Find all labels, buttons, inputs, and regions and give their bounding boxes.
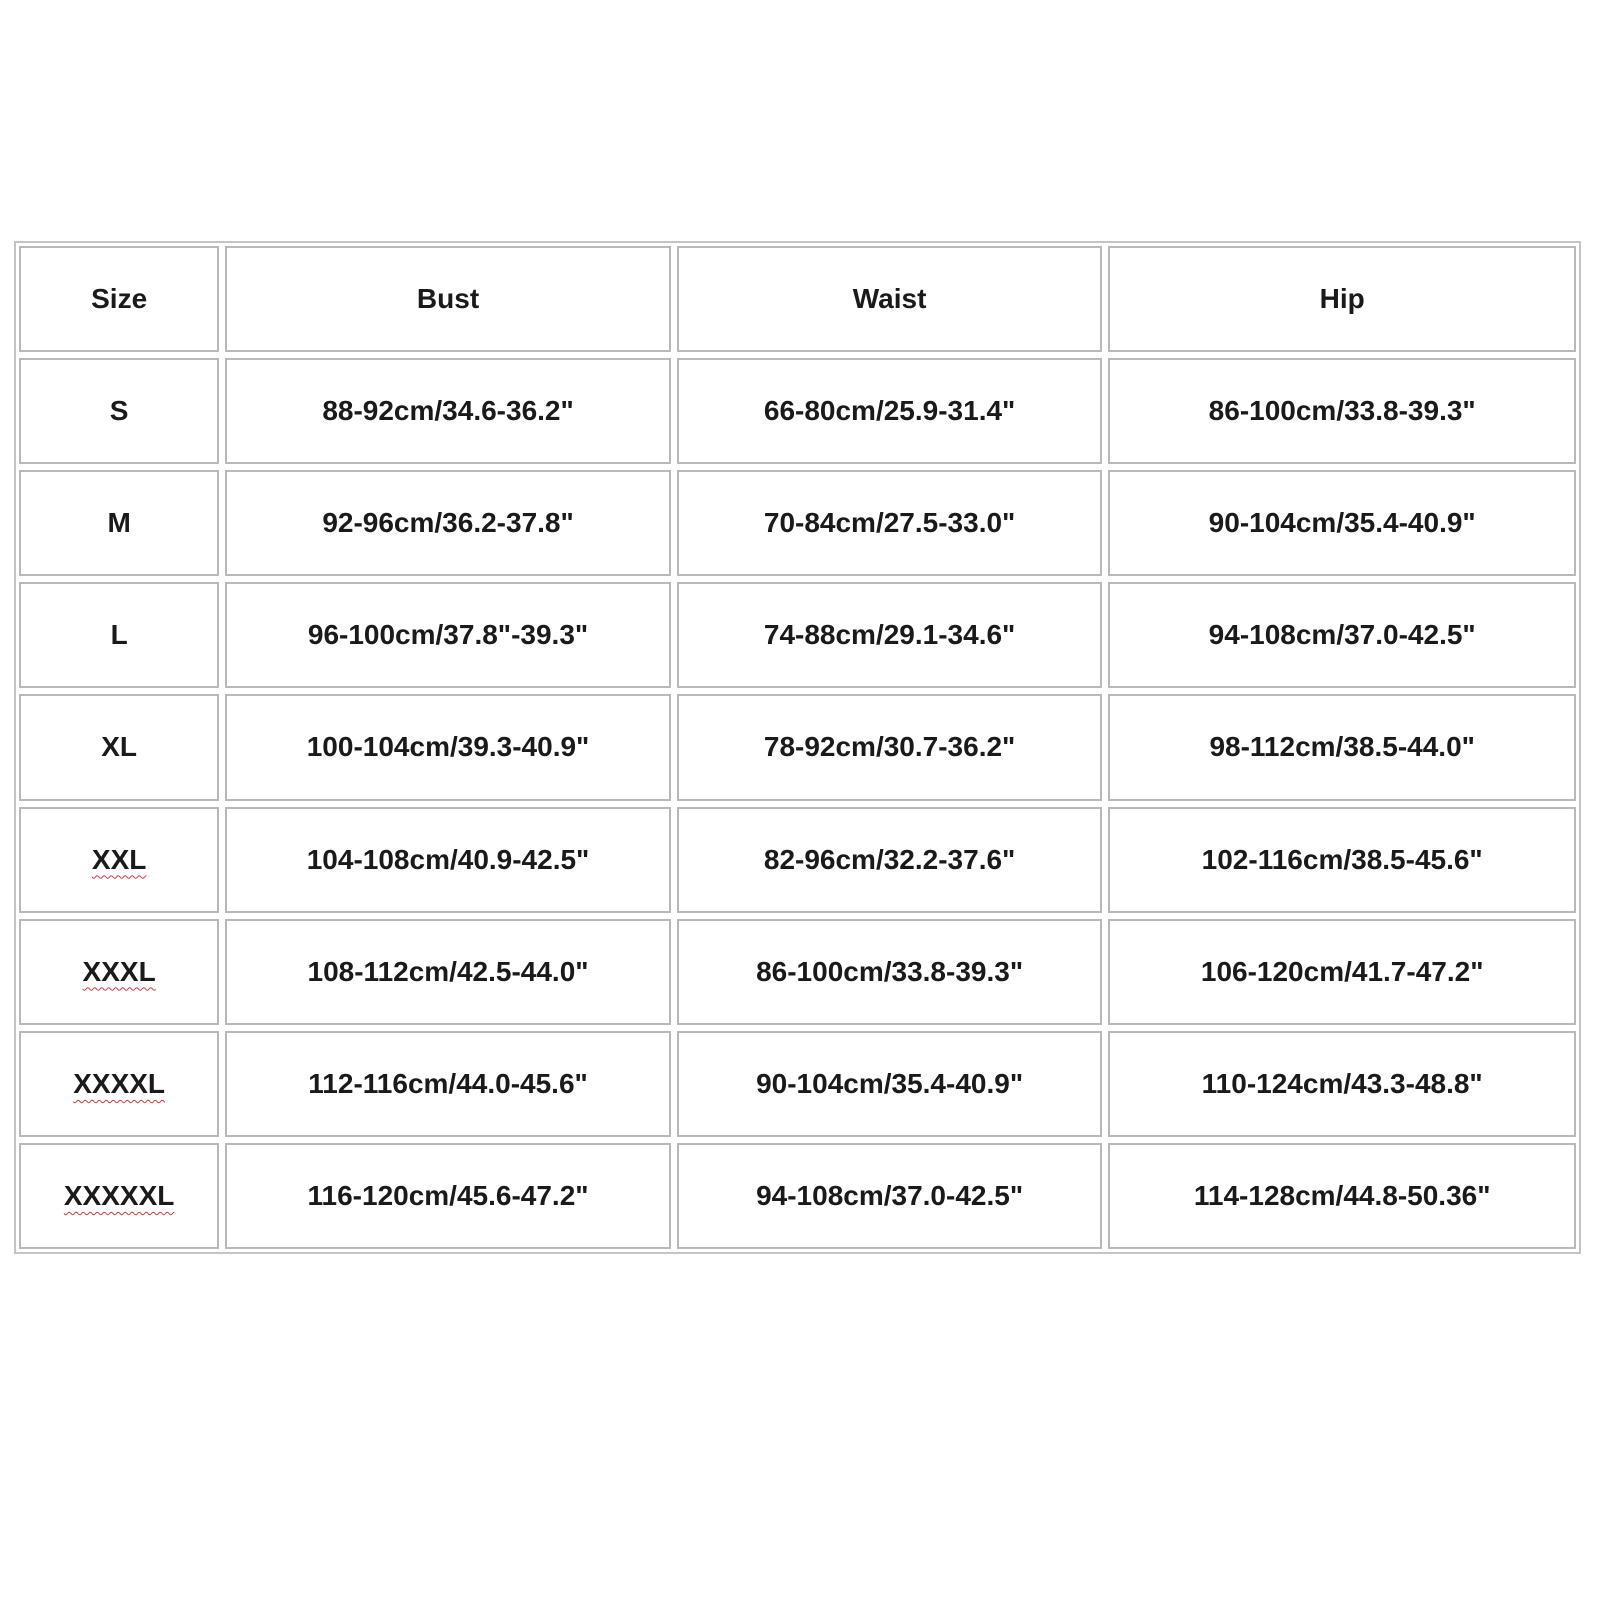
- size-label: XXL: [91, 843, 147, 875]
- waist-cell: 82-96cm/32.2-37.6": [677, 807, 1103, 913]
- size-label: XXXXL: [73, 1067, 166, 1099]
- size-cell: XL: [19, 694, 219, 800]
- waist-cell: 70-84cm/27.5-33.0": [677, 470, 1103, 576]
- bust-cell: 88-92cm/34.6-36.2": [225, 358, 671, 464]
- size-cell: S: [19, 358, 219, 464]
- hip-cell: 94-108cm/37.0-42.5": [1108, 582, 1576, 688]
- table-row: [19, 1031, 1576, 1137]
- header-size: Size: [19, 246, 219, 352]
- hip-cell: 102-116cm/38.5-45.6": [1108, 807, 1576, 913]
- header-waist: Waist: [677, 246, 1103, 352]
- table-row: [19, 807, 1576, 913]
- table-row: [19, 582, 1576, 688]
- bust-cell: 92-96cm/36.2-37.8": [225, 470, 671, 576]
- hip-cell: 106-120cm/41.7-47.2": [1108, 919, 1576, 1025]
- size-cell: [19, 1143, 219, 1249]
- bust-cell: 108-112cm/42.5-44.0": [225, 919, 671, 1025]
- hip-cell: 110-124cm/43.3-48.8": [1108, 1031, 1576, 1137]
- size-label: XXXL: [82, 955, 156, 987]
- table-row: [19, 1143, 1576, 1249]
- waist-cell: 66-80cm/25.9-31.4": [677, 358, 1103, 464]
- hip-cell: 90-104cm/35.4-40.9": [1108, 470, 1576, 576]
- size-table: [13, 240, 1582, 1255]
- bust-cell: 104-108cm/40.9-42.5": [225, 807, 671, 913]
- table-row: [19, 919, 1576, 1025]
- size-chart: [14, 241, 1581, 1254]
- size-cell: M: [19, 470, 219, 576]
- size-cell: [19, 919, 219, 1025]
- waist-cell: 74-88cm/29.1-34.6": [677, 582, 1103, 688]
- waist-cell: 90-104cm/35.4-40.9": [677, 1031, 1103, 1137]
- header-hip: Hip: [1108, 246, 1576, 352]
- size-cell: [19, 1031, 219, 1137]
- bust-cell: 96-100cm/37.8"-39.3": [225, 582, 671, 688]
- header-row: [19, 246, 1576, 352]
- size-cell: [19, 807, 219, 913]
- size-cell: L: [19, 582, 219, 688]
- table-row: [19, 694, 1576, 800]
- hip-cell: 86-100cm/33.8-39.3": [1108, 358, 1576, 464]
- bust-cell: 116-120cm/45.6-47.2": [225, 1143, 671, 1249]
- waist-cell: 78-92cm/30.7-36.2": [677, 694, 1103, 800]
- size-label: XXXXXL: [63, 1179, 175, 1211]
- header-bust: Bust: [225, 246, 671, 352]
- table-row: [19, 358, 1576, 464]
- hip-cell: 114-128cm/44.8-50.36": [1108, 1143, 1576, 1249]
- bust-cell: 112-116cm/44.0-45.6": [225, 1031, 671, 1137]
- hip-cell: 98-112cm/38.5-44.0": [1108, 694, 1576, 800]
- bust-cell: 100-104cm/39.3-40.9": [225, 694, 671, 800]
- table-row: [19, 470, 1576, 576]
- waist-cell: 94-108cm/37.0-42.5": [677, 1143, 1103, 1249]
- waist-cell: 86-100cm/33.8-39.3": [677, 919, 1103, 1025]
